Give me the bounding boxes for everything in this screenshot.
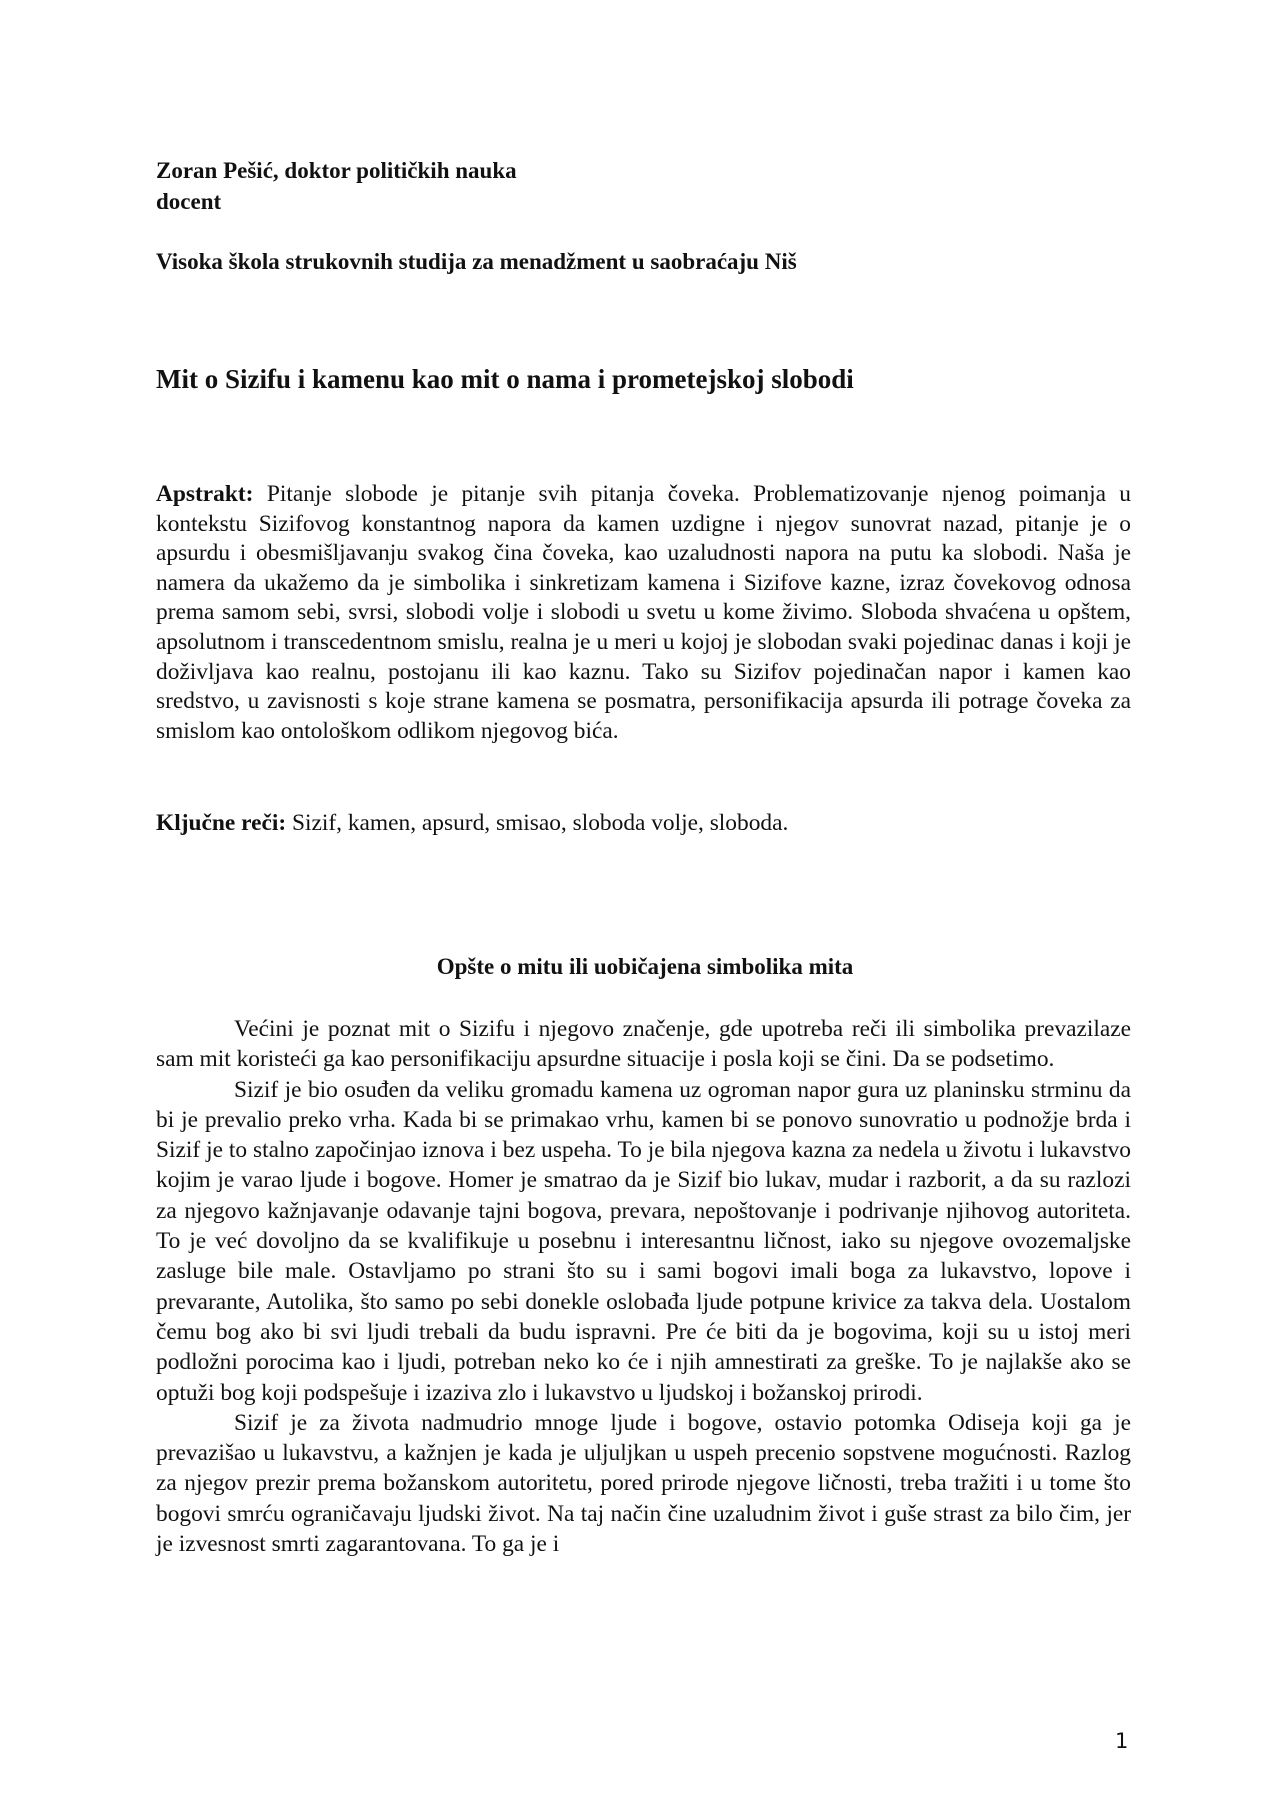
- paragraph: Sizif je bio osuđen da veliku gromadu kamena uz ogroman napor gura uz planinsku strminu da bi je prevalio preko vrha. Kada bi se primakao vrhu, kamen bi se ponovo sunovratio u podnožje brda i Sizif je to stalno započinjao iznova i bez uspeha. To je bila njegova kazna za nedela u životu i lukavstvo kojim je varao ljude i bogove. Homer je smatrao da je Sizif bio lukav, mudar i razborit, a da su razlozi za njegovo kažnjavanje odavanje tajni bogova, prevara, nepoštovanje i podrivanje njihovog autoriteta. To je već dovoljno da se kvalifikuje u posebnu i interesantnu ličnost, iako su njegove ovozemaljske zasluge bile male. Ostavljamo po strani što su i sami bogovi imali boga za lukavstvo, lopove i prevarante, Autolika, što samo po sebi donekle oslobađa ljude potpune krivice za takva dela. Uostalom čemu bog ako bi svi ljudi trebali da budu ispravni. Pre će biti da je bogovima, koji su u istoj meri podložni porocima kao i ljudi, potreban neko ko će i njih amnestirati za greške. To je najlakše ako se optuži bog koji podspešuje i izaziva zlo i lukavstvo u ljudskoj i božanskoj prirodi.: [156, 1076, 1131, 1406]
- institution: Visoka škola strukovnih studija za menadžment u saobraćaju Niš: [156, 249, 797, 274]
- paragraph: Većini je poznat mit o Sizifu i njegovo značenje, gde upotreba reči ili simbolika prevazilaze sam mit koristeći ga kao personifikaciju apsurdne situacije i posla koji se čini. Da se podsetimo.: [156, 1016, 1131, 1073]
- section-body: [156, 1014, 1131, 1559]
- section-heading: Opšte o mitu ili uobičajena simbolika mita: [436, 954, 854, 979]
- author-block: [156, 155, 517, 217]
- paper-title: Mit o Sizifu i kamenu kao mit o nama i prometejskoj slobodi: [156, 364, 854, 394]
- keywords-text: Sizif, kamen, apsurd, smisao, sloboda volje, sloboda.: [291, 810, 789, 836]
- author-title: docent: [156, 189, 222, 214]
- abstract-label: Apstrakt:: [156, 481, 254, 507]
- abstract: [156, 480, 1131, 746]
- abstract-text: Pitanje slobode je pitanje svih pitanja čoveka. Problematizovanje njenog poimanja u kontekstu Sizifovog konstantnog napora da kamen uzdigne i njegov sunovrat nazad, pitanje je o apsurdu i obesmišljavanju svakog čina čoveka, kao uzaludnosti napora na putu ka slobodi. Naša je namera da ukažemo da je simbolika i sinkretizam kamena i Sizifove kazne, izraz čovekovog odnosa prema samom sebi, svrsi, slobodi volje i slobodi u svetu u kome živimo. Sloboda shvaćena u opštem, apsolutnom i transcedentnom smislu, realna je u meri u kojoj je slobodan svaki pojedinac danas i koji je doživljava kao realnu, postojanu ili kao kaznu. Tako su Sizifov pojedinačan napor i kamen kao sredstvo, u zavisnosti s koje strane kamena se posmatra, personifikacija apsurda ili potrage čoveka za smislom kao ontološkom odlikom njegovog bića.: [156, 481, 1131, 744]
- author-name: Zoran Pešić, doktor političkih nauka: [156, 158, 517, 183]
- keywords: [156, 808, 788, 838]
- keywords-label: Ključne reči:: [156, 810, 287, 836]
- page-number: 1: [1115, 1729, 1129, 1753]
- paragraph: Sizif je za života nadmudrio mnoge ljude i bogove, ostavio potomka Odiseja koji ga je prevazišao u lukavstvu, a kažnjen je kada je uljuljkan u uspeh precenio sopstvene mogućnosti. Razlog za njegov prezir prema božanskom autoritetu, pored prirode njegove ličnosti, treba tražiti i u tome što bogovi smrću ograničavaju ljudski život. Na taj način čine uzaludnim život i guše strast za bilo čim, jer je izvesnost smrti zagarantovana. To ga je i: [156, 1409, 1131, 1558]
- document-page: [156, 0, 1134, 1811]
